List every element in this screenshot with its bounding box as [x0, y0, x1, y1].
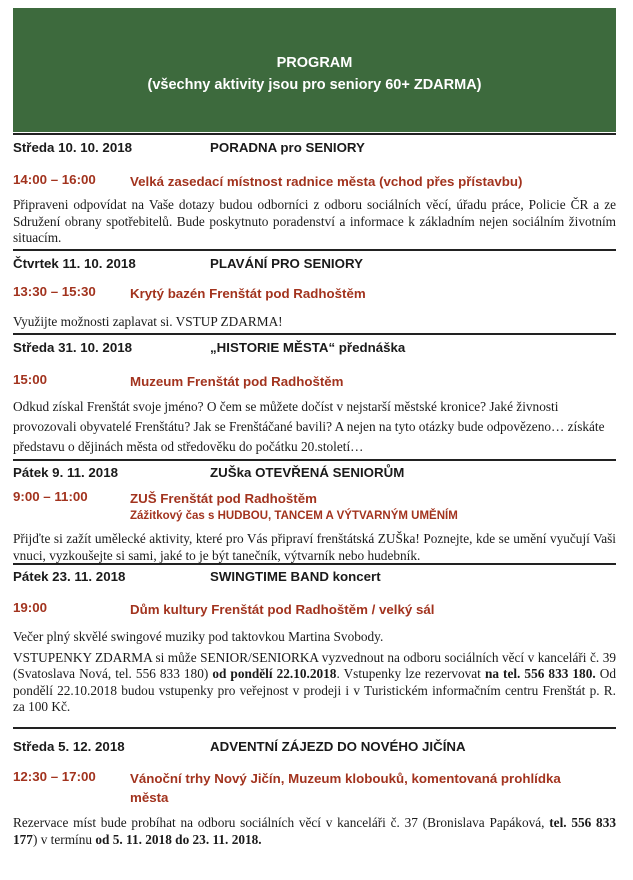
event-time: 9:00 – 11:00: [13, 489, 88, 504]
event-place: Krytý bazén Frenštát pod Radhoštěm: [130, 286, 366, 301]
event-header: [13, 340, 616, 360]
event-5: [13, 569, 616, 716]
event-time-place: [13, 284, 616, 304]
event-time-place: [13, 600, 616, 620]
section-divider: [13, 563, 616, 565]
event-date: Pátek 9. 11. 2018: [13, 465, 118, 480]
event-title: „HISTORIE MĚSTA“ přednáška: [210, 340, 406, 355]
event-title: PLAVÁNÍ PRO SENIORY: [210, 256, 363, 271]
event-4: [13, 465, 616, 564]
tickets-date: od pondělí 22.10.2018: [212, 666, 337, 681]
event-2: [13, 256, 616, 331]
event-time: 13:30 – 15:30: [13, 284, 96, 299]
event-description: Přijďte si zažít umělecké aktivity, které pro Vás připraví frenštátská ZUŠka! Poznejte, kde se umění vyučují Vaši vnuci, vyzkoušejte si sami, jaké to je být tanečník, výtvarník nebo hudebník.: [13, 531, 616, 563]
event-title: PORADNA pro SENIORY: [210, 140, 365, 155]
reservation-dates: od 5. 11. 2018 do 23. 11. 2018.: [95, 831, 262, 847]
event-header: [13, 569, 616, 589]
event-header: [13, 256, 616, 276]
event-date: Středa 10. 10. 2018: [13, 140, 133, 155]
event-tickets-info: [13, 650, 616, 716]
event-date: Středa 5. 12. 2018: [13, 739, 125, 754]
event-description: Odkud získal Frenštát svoje jméno? O čem se můžete dočíst v nejstarší městské kronice? Jaké živnosti provozovali obyvatelé Frenštátu? Jak se Frenštáčané bavili? A nejen na tyto otázky bude odpovězeno… získáte představu o dějinách města od středověku do počátku 20.století…: [13, 399, 605, 454]
event-header: [13, 739, 616, 759]
event-description: Využijte možnosti zaplavat si. VSTUP ZDARMA!: [13, 314, 283, 329]
event-6: [13, 739, 616, 848]
event-time-place: [13, 372, 616, 392]
event-header: [13, 465, 616, 485]
event-subtitle: Zážitkový čas s HUDBOU, TANCEM A VÝTVARNÝM UMĚNÍM: [130, 510, 458, 522]
event-place: ZUŠ Frenštát pod Radhoštěm: [130, 491, 317, 506]
event-time: 12:30 – 17:00: [13, 769, 96, 784]
event-date: Pátek 23. 11. 2018: [13, 569, 126, 584]
reservation-text: Rezervace míst bude probíhat na odboru sociálních věcí v kanceláři č. 37 (Bronislava Papáková,: [13, 815, 550, 830]
program-banner: [13, 8, 616, 132]
event-time-place: [13, 172, 616, 192]
tickets-text: . Vstupenky lze rezervovat: [336, 666, 485, 681]
banner-subtitle: (všechny aktivity jsou pro seniory 60+ ZDARMA): [147, 77, 482, 93]
event-header: [13, 140, 616, 160]
section-divider: [13, 249, 616, 251]
event-title: SWINGTIME BAND koncert: [210, 569, 381, 584]
event-title: ZUŠka OTEVŘENÁ SENIORŮM: [210, 465, 405, 480]
reservation-phone: tel. 556 833 177: [13, 815, 617, 847]
event-date: Středa 31. 10. 2018: [13, 340, 133, 355]
event-time: 14:00 – 16:00: [13, 172, 96, 187]
event-place: Dům kultury Frenštát pod Radhoštěm / velký sál: [130, 602, 435, 617]
event-description: Večer plný skvělé swingové muziky pod taktovkou Martina Svobody.: [13, 629, 384, 644]
section-divider: [13, 333, 616, 335]
section-divider: [13, 727, 616, 729]
event-time: 15:00: [13, 372, 48, 387]
tickets-text: VSTUPENKY ZDARMA si může SENIOR/SENIORKA vyzvednout na odboru sociálních věcí v kanceláři č. 39 (Svatoslava Nová, tel. 556 833 180): [13, 649, 616, 681]
section-divider: [13, 459, 616, 461]
section-divider: [13, 133, 616, 135]
event-date: Čtvrtek 11. 10. 2018: [13, 256, 136, 271]
event-1: [13, 140, 616, 247]
event-time: 19:00: [13, 600, 48, 615]
event-time-place: [13, 489, 616, 509]
event-place: Muzeum Frenštát pod Radhoštěm: [130, 374, 344, 389]
event-title: ADVENTNÍ ZÁJEZD DO NOVÉHO JIČÍNA: [210, 739, 466, 754]
event-time-place: [13, 769, 616, 807]
reservation-text: ) v termínu: [32, 831, 96, 847]
event-3: [13, 340, 616, 457]
event-place: Vánoční trhy Nový Jičín, Muzeum klobouků, komentovaná prohlídka města: [130, 771, 561, 805]
event-description: Připraveni odpovídat na Vaše dotazy budou odborníci z odboru sociálních věcí, úřadu práce, Policie ČR a ze Sdružení obrany spotřebitelů. Bude poskytnuto poradenství a informace k základním nejen sociálním životním situacím.: [13, 197, 616, 245]
tickets-text: Od pondělí 22.10.2018 budou vstupenky pro veřejnost v prodeji i v Turistickém informačním centru Frenštát p. R. za 100 Kč.: [13, 666, 616, 714]
banner-title: PROGRAM: [276, 55, 353, 71]
tickets-phone: na tel. 556 833 180.: [484, 666, 596, 681]
event-reservation-info: [13, 815, 616, 848]
event-place: Velká zasedací místnost radnice města (vchod přes přístavbu): [130, 174, 523, 189]
